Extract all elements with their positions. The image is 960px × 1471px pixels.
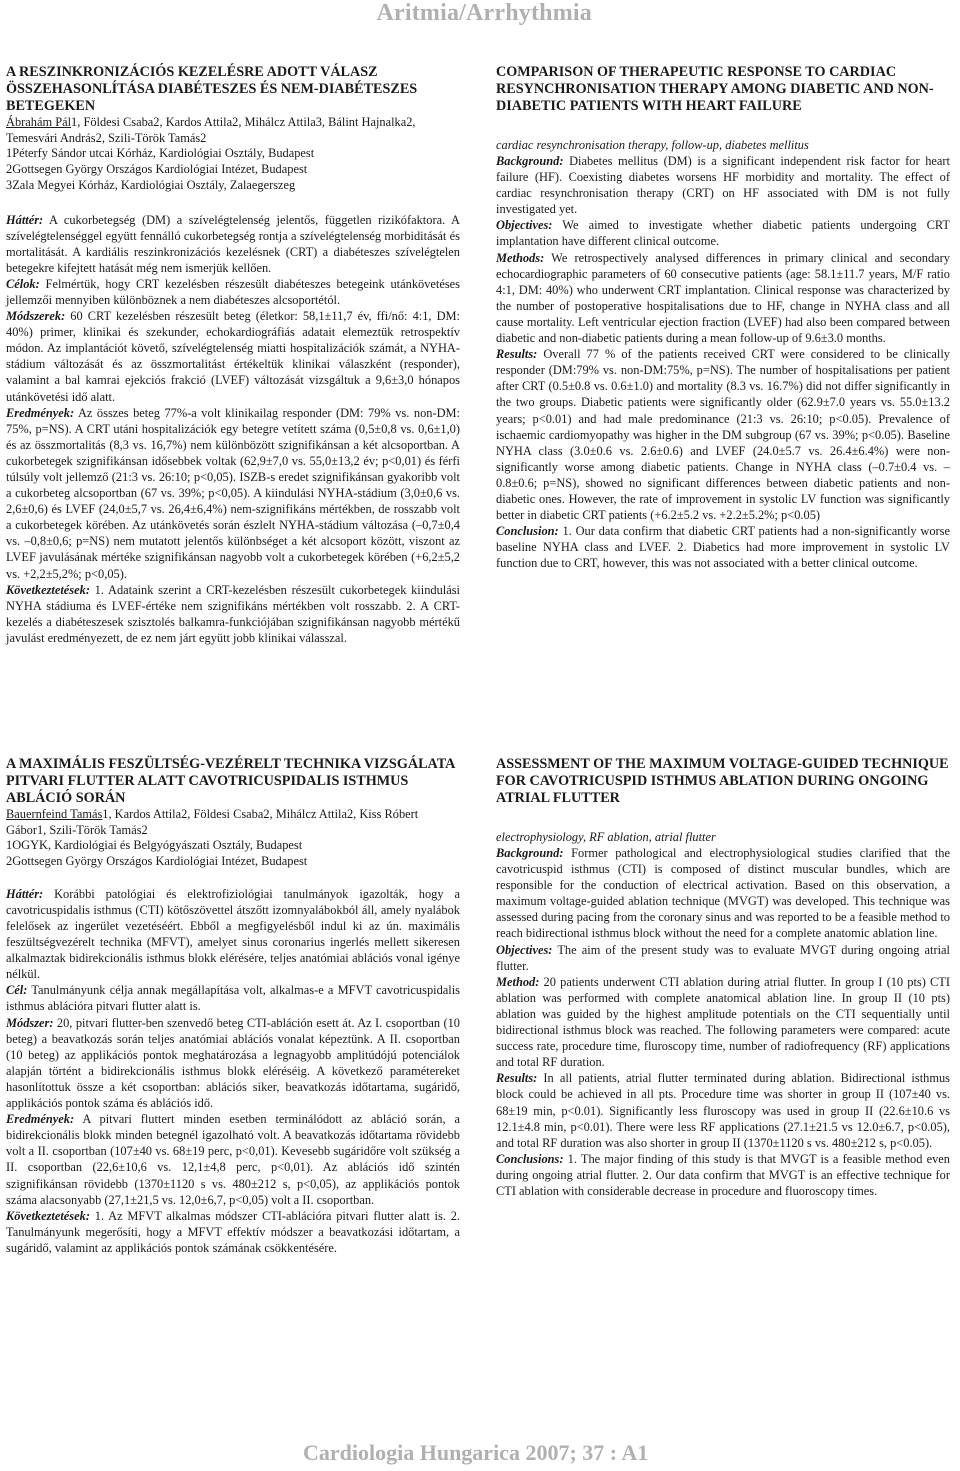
section-label: Cél: [6,983,28,998]
co-authors: , Kardos Attila2, Földesi Csaba2, Mihálcz Attila2, Kiss Róbert Gábor1, Szili-Török Tamás2 [6,807,419,837]
section-objectives [496,942,950,974]
presenting-author-sup: 1 [102,807,109,821]
section-label: Background: [496,846,564,860]
section-text: The aim of the present study was to evaluate MVGT during ongoing atrial flutter. [496,942,950,973]
section-text: A pitvari fluttert minden esetben terminálódott az abláció során, a bidirekcionális blokk minden betegnél igazolható volt. A beavatkozás időtartama rövidebb volt a II. csoportban (107±40 vs. 68±19 perc, p<0,01). Kevesebb sugáridőre volt szükség a II. csoportban (22,6±10,6 vs. 12,1±4,8 perc, p<0,01). Az ablációs idő szintén szignifikánsan rövidebb (1370±1120 s vs. 480±212 s, p<0,05), az applikációs pontok száma alacsonyabb (27,1±21,5 vs. 12,0±6,7, p<0,05) volt a II. csoportban. [6,1112,460,1207]
presenting-author: Ábrahám Pál [6,115,72,129]
section-label: Method: [496,974,540,989]
section-text: Korábbi patológiai és elektrofiziológiai tanulmányok igazolták, hogy a cavotricuspidalis isthmus (CTI) kötőszövettel átszőtt izomnyalábokból áll, amely nyalábok felelősek az ingerület vezetéséért. Ebből a megfigyelésből indul ki az ún. maximális feszültségvezérelt technika (MFVT), amelyet sinus coronarius ingerlés mellett sikeresen alkalmaztak bidirekcionális isthmus blokk elérésére, teljes anatómiai ablációs vonal igénye nélkül. [6,886,460,982]
section-text: 20 patients underwent CTI ablation during atrial flutter. In group I (10 pts) CTI ablation was performed with complete anatomical ablation line. In group II (10 pts) ablation was guided by the highest amplitude potentials on the CTI sequentially until bidirectional isthmus block was reached. The following parameters were compared: acute success rate, procedure time, fluroscopy time, number of radiofrequency (RF) applications and total RF duration. [496,974,950,1070]
section-background [6,212,460,276]
keywords: cardiac resynchronisation therapy, follow-up, diabetes mellitus [496,138,809,152]
abstract-title: A RESZINKRONIZÁCIÓS KEZELÉSRE ADOTT VÁLASZ ÖSSZEHASONLÍTÁSA DIABÉTESZES ÉS NEM-DIABÉTESZES BETEGEKEN [6,64,418,114]
section-background [496,153,950,217]
section-text: Felmértük, hogy CRT kezelésben részesült diabéteszes betegeink utánkövetéses jellemzői mennyiben különböznek a nem diabéteszes alcsoportétól. [6,276,460,307]
abstract-2-hungarian [6,756,460,1256]
section-methods [6,308,460,405]
section-aim [6,982,460,1014]
journal-section-header: Aritmia/Arrhythmia [376,0,592,26]
section-method [6,1015,460,1112]
section-text: 20, pitvari flutter-ben szenvedő beteg CTI-abláción esett át. Az I. csoportban (10 beteg) a beavatkozás során teljes anatómiai ablációs vonalat képeztünk. A II. csoportban (10 beteg) az applikációs pontok meghatározása a legnagyobb amplitúdójú potenciálok alapján történt a bidirekcionális isthmus blokk eléréséig. A következő paramétereket hasonlítottuk össze a két csoportban: ablációs siker, beavatkozás időtartama, sugáridő, applikációs pontok száma és ablációs idő. [6,1015,460,1111]
section-text: Diabetes mellitus (DM) is a significant independent risk factor for heart failure (HF). Coexisting diabetes worsens HF morbidity and mortality. The effect of cardiac resynchronisation therapy (CRT) on HF associated with DM is not fully investigated yet. [496,154,950,217]
section-label: Results: [496,347,538,362]
affiliation-list [6,838,460,869]
section-text: 1. Our data confirm that diabetic CRT patients had a non-significantly worse baseline NYHA class and LVEF. 2. Diabetics had more improvement in systolic LV function due to CRT, however, this was not associated with a better clinical outcome. [496,524,950,571]
section-text: 60 CRT kezelésben részesült beteg (életkor: 58,1±11,7 év, ffi/nő: 4:1, DM: 40%) primer, klinikai és szekunder, echokardiográfiás adatait elemeztük retrospektív módon. Az implantációt követő, szívelégtelenség miatti hospitalizációk számát, a NYHA-stádium változását és az összmortalitást értékeltük klinikai válaszként (responder), valamint a bal kamrai ejekciós frakció (LVEF) változását vizsgáltuk a 9,6±3,0 hónapos utánkövetési idő alatt. [6,309,460,404]
section-objectives [496,217,950,249]
keywords: electrophysiology, RF ablation, atrial flutter [496,830,716,844]
presenting-author: Bauernfeind Tamás [6,807,103,821]
affiliation: 1Péterfy Sándor utcai Kórház, Kardiológiai Osztály, Budapest [6,146,315,161]
affiliation: 2Gottsegen György Országos Kardiológiai Intézet, Budapest [6,162,308,177]
section-label: Háttér: [6,886,44,901]
co-authors: , Földesi Csaba2, Kardos Attila2, Mihálcz Attila3, Bálint Hajnalka2, Temesvári András2, Szili-Török Tamás2 [6,115,416,145]
author-list [6,115,460,146]
section-label: Következtetések: [6,582,90,597]
section-label: Conclusion: [496,524,559,539]
section-text: A cukorbetegség (DM) a szívelégtelenség jelentős, független rizikófaktora. A szívelégtelenséggel együtt fennálló cukorbetegség rontja a szívelégtelenség morbiditását és mortalitását. A kardiális reszinkronizációs kezelésnek (CRT) a diabéteszes szívelégtelen betegekre kifejtett hatását még nem ismerjük kellően. [6,212,460,275]
section-label: Methods: [496,250,545,265]
section-conclusions [496,1151,950,1199]
section-label: Objectives: [496,942,553,957]
section-label: Módszer: [6,1015,54,1030]
section-label: Results: [496,1071,538,1086]
section-label: Conclusions: [496,1151,564,1166]
section-background [496,845,950,942]
affiliation: 2Gottsegen György Országos Kardiológiai Intézet, Budapest [6,854,308,869]
section-label: Következtetések: [6,1208,90,1223]
section-text: We retrospectively analysed differences in primary clinical and secondary echocardiographic parameters of 60 consecutive patients (age: 58.1±11.7 years, M/F ratio 4:1, DM: 40%) who underwent CRT implantation. Clinical response was characterized by the number of postoperative hospitalisations due to HF, change in NYHA class and all cause mortality. Left ventricular ejection fraction (LVEF) had also been compared between diabetic and non-diabetic patients during a mean follow-up of 9.6±3.0 months. [496,250,950,346]
presenting-author-sup: 1 [71,115,78,129]
abstract-1-hungarian [6,64,460,646]
section-text: Former pathological and electrophysiological studies clarified that the cavotricuspid isthmus (CTI) is composed of distinct muscular bundles, which are responsible for the conduction of electrical activation. Based on this observation, a maximum voltage-guided ablation technique (MVGT) was developed. This technique was assessed during pacing from the coronary sinus and was reported to be a feasible method to reach bidirectional isthmus block without the need for a complete anatomic ablation line. [496,846,950,941]
section-text: Tanulmányunk célja annak megállapítása volt, alkalmas-e a MFVT cavotricuspidalis isthmus ablációra pitvari flutter alatt is. [6,983,460,1014]
section-method [496,974,950,1071]
section-results [6,405,460,582]
abstract-2-english [496,756,950,1199]
section-conclusion [496,523,950,571]
section-text: Az összes beteg 77%-a volt klinikailag responder (DM: 79% vs. non-DM: 75%, p=NS). A CRT utáni hospitalizációk egy betegre vetített száma (0,5±0,8 vs. 0,6±1,0) és az összmortalitás (8,3 vs. 16,7%) nem különbözött szignifikánsan a két alcsoportban. A cukorbetegek szignifikánsan idősebbek voltak (62,9±7,0 vs. 55,0±13,2 év; p<0,01) és férfi túlsúly volt jellemző (21:3 vs. 26:10; p<0,05). ISZB-s eredet szignifikánsan gyakoribb volt a cukorbeteg alcsoportban (67 vs. 39%; p<0,05). A kiindulási NYHA-stádium (3,0±0,6 vs. 2,6±0,6) és LVEF (24,0±5,7 vs. 26,4±6,4%) nem-szignifikáns mértékben, de rosszabb volt a cukorbetegek körében. Az utánkövetés során észlelt NYHA-stádium változása (–0,7±0,4 vs. –0,8±0,6; p=NS) nem mutatott jelentős különbséget a két alcsoport között, viszont az LVEF javulásának mértéke szignifikánsan nagyobb volt a cukorbetegek körében (+6,2±5,2 vs. +2,2±5,2%; p<0,05). [6,405,460,581]
section-conclusions [6,582,460,646]
section-label: Eredmények: [6,1112,75,1127]
section-text: In all patients, atrial flutter terminated during ablation. Bidirectional isthmus block could be achieved in all pts. Procedure time was shorter in group II (107±40 vs. 68±19 min, p<0.01). Significantly less fluroscopy was used in group II (22.6±10.6 vs 12.1±4.8 min, p<0.01). There were less RF applications (27.1±21.5 vs 12.0±6.7, p<0.05), and total RF duration was also shorter in group II (1370±1120 s vs. 480±212 s, p<0.05). [496,1071,950,1150]
section-label: Eredmények: [6,405,75,420]
section-background [6,886,460,983]
section-results [6,1111,460,1208]
section-conclusions [6,1208,460,1256]
affiliation: 1OGYK, Kardiológiai és Belgyógyászati Osztály, Budapest [6,838,303,853]
section-text: Overall 77 % of the patients received CRT were considered to be clinically responder (DM:79% vs. non-DM:75%, p=NS). The number of hospitalisations per patient after CRT (0.5±0.8 vs. 0.6±1.0) and mortality (8.3 vs. 16.7%) did not differ significantly in the two groups. Diabetic patients were significantly older (62.9±7.0 years vs. 55.0±13.2 years; p<0.01) and had male predominance (21:3 vs. 26:10; p<0.05). Prevalence of ischaemic cardiomyopathy was higher in the DM subgroup (67 vs. 39%; p<0.05). Baseline NYHA class (3.0±0.6 vs. 2.6±0.6) and LVEF (24.0±5.7 vs. 26.4±6.4%) were non-significantly worse among diabetic patients. Change in NYHA class (–0.7±0.4 vs. –0.8±0.6; p=NS), showed no significant differences between diabetic patients and non-diabetic ones. However, the rate of improvement in systolic LV function was significantly better in diabetic CRT patients (+6.2±5.2 vs. +2.2±5.2%; p<0.05) [496,347,950,523]
section-methods [496,250,950,347]
section-label: Módszerek: [6,309,66,324]
affiliation: 3Zala Megyei Kórház, Kardiológiai Osztály, Zalaegerszeg [6,177,296,192]
author-list [6,807,460,838]
section-label: Objectives: [496,218,553,233]
abstract-title: ASSESSMENT OF THE MAXIMUM VOLTAGE-GUIDED TECHNIQUE FOR CAVOTRICUSPID ISTHMUS ABLATION DURING ONGOING ATRIAL FLUTTER [496,756,949,806]
affiliation-list [6,146,460,193]
abstract-title: COMPARISON OF THERAPEUTIC RESPONSE TO CARDIAC RESYNCHRONISATION THERAPY AMONG DIABETIC AND NON-DIABETIC PATIENTS WITH HEART FAILURE [496,64,934,114]
section-label: Background: [496,154,564,168]
section-text: We aimed to investigate whether diabetic patients undergoing CRT implantation have different clinical outcome. [496,218,950,249]
section-text: 1. Adataink szerint a CRT-kezelésben részesült cukorbetegek kiindulási NYHA stádiuma és LVEF-értéke nem szignifikáns mértékben volt rosszabb. 2. A CRT-kezelés a diabéteszesek szisztolés balkamra-funkciójában szignifikánsan nagyobb mértékű javulást eredményezett, de ez nem járt együtt jobb klinikai válasszal. [6,582,460,645]
section-text: 1. Az MFVT alkalmas módszer CTI-ablációra pitvari flutter alatt is. 2. Tanulmányunk megerősíti, hogy a MFVT effektív módszer a beavatkozási időtartam, a sugáridő, valamint az applikációs pontok számának csökkentésére. [6,1208,460,1255]
section-label: Célok: [6,276,40,291]
section-results [496,346,950,523]
journal-citation-footer: Cardiologia Hungarica 2007; 37 : A1 [303,1440,649,1465]
abstract-title: A MAXIMÁLIS FESZÜLTSÉG-VEZÉRELT TECHNIKA VIZSGÁLATA PITVARI FLUTTER ALATT CAVOTRICUSPIDALIS ISTHMUS ABLÁCIÓ SORÁN [6,756,455,806]
section-results [496,1070,950,1150]
section-text: 1. The major finding of this study is that MVGT is a feasible method even during ongoing atrial flutter. 2. Our data confirm that MVGT is an effective technique for CTI ablation with considerable decrease in procedure and fluoroscopy times. [496,1151,950,1198]
abstract-1-english [496,64,950,571]
section-label: Háttér: [6,212,44,227]
section-aims [6,276,460,308]
